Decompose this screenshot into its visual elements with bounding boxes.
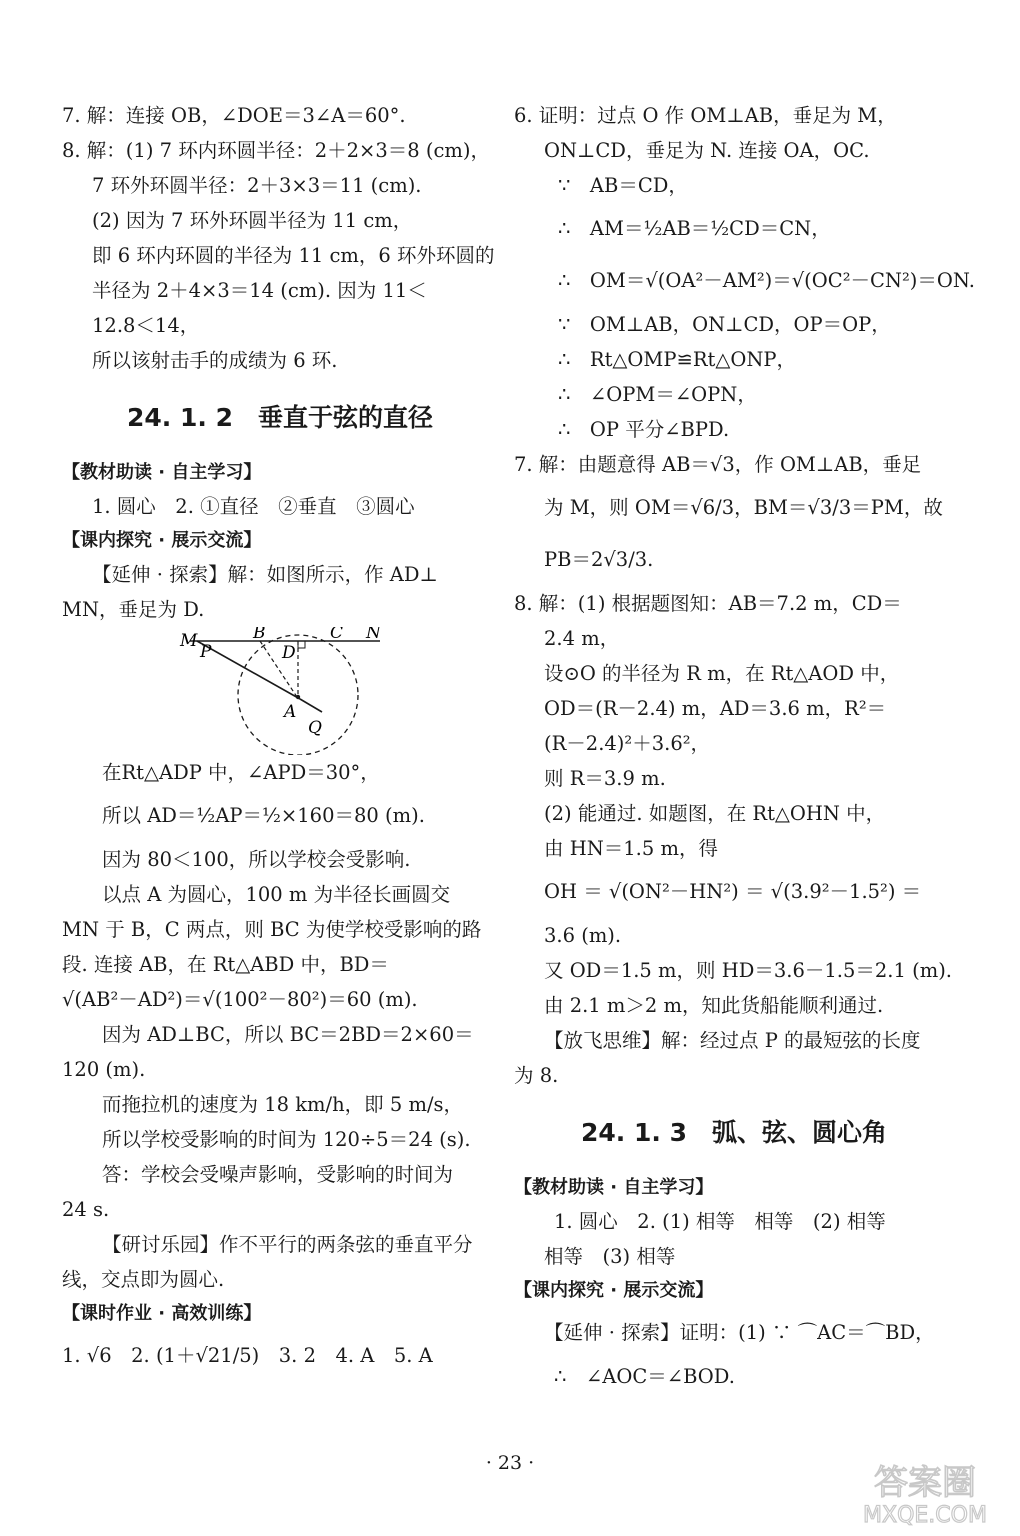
seminar-line-1: 【研讨乐园】作不平行的两条弦的垂直平分 [102,1233,473,1256]
answers-textbook-right-2: 相等 (3) 相等 [544,1245,676,1268]
answer-8-right-line-3: 设⊙O 的半径为 R m，在 Rt△AOD 中， [544,662,900,685]
label-m: M [180,631,198,651]
solution-line-8: 因为 AD⊥BC，所以 BC＝2BD＝2×60＝ [102,1023,474,1046]
label-c: C [330,627,344,643]
answer-8-right-line-5: (R－2.4)²＋3.6²， [544,732,711,755]
answer-7-right-line-3: PB＝2√3/3. [544,548,654,571]
solution-line-4: 以点 A 为圆心，100 m 为半径长画圆交 [102,883,451,906]
proof-6-line-6: ∵ OM⊥AB，ON⊥CD，OP＝OP， [558,313,891,336]
seminar-line-2: 线，交点即为圆心. [62,1268,225,1291]
section-bar-homework: 【课时作业 · 高效训练】 [62,1303,262,1324]
circle-diagram [122,627,422,755]
proof-6-line-4: ∴ AM＝½AB＝½CD＝CN， [558,217,831,240]
answers-textbook: 1. 圆心 2. ①直径 ②垂直 ③圆心 [92,495,415,518]
section-bar-inclass-right: 【课内探究 · 展示交流】 [514,1280,714,1301]
solution-line-10: 而拖拉机的速度为 18 km/h，即 5 m/s， [102,1093,464,1116]
proof-6-line-2: ON⊥CD，垂足为 N. 连接 OA，OC. [544,139,870,162]
solution-line-13: 24 s. [62,1198,110,1221]
watermark-bottom-text: MXQE.COM [863,1503,987,1528]
fly-thinking-line-1: 【放飞思维】解：经过点 P 的最短弦的长度 [544,1029,921,1052]
extension-right-line-2: ∴ ∠AOC＝∠BOD. [554,1365,735,1388]
solution-line-5: MN 于 B，C 两点，则 BC 为使学校受影响的路 [62,918,482,941]
solution-line-9: 120 (m). [62,1058,146,1081]
section-bar-textbook: 【教材助读 · 自主学习】 [62,462,262,483]
answer-8-right-line-9: OH ＝ √(ON²－HN²) ＝ √(3.9²－1.5²) ＝ [544,880,922,903]
solution-line-12: 答：学校会受噪声影响，受影响的时间为 [102,1163,454,1186]
answer-8-right-line-8: 由 HN＝1.5 m，得 [544,837,718,860]
answer-7-line: 7. 解：连接 OB，∠DOE＝3∠A＝60°. [62,104,406,127]
extension-line-2: MN，垂足为 D. [62,598,205,621]
watermark-logo [840,1460,1010,1528]
section-title-24-1-2: 24. 1. 2 垂直于弦的直径 [127,403,433,432]
answer-8-line-4: 即 6 环内环圆的半径为 11 cm，6 环外环圆的 [92,244,495,267]
answer-8-right-line-4: OD＝(R－2.4) m，AD＝3.6 m，R²＝ [544,697,887,720]
proof-6-line-3: ∵ AB＝CD， [558,174,688,197]
answer-7-right-line-2: 为 M，则 OM＝√6/3，BM＝√3/3＝PM，故 [544,496,943,519]
watermark-top-text: 答案圈 [874,1463,976,1503]
answer-8-right-line-11: 又 OD＝1.5 m，则 HD＝3.6－1.5＝2.1 (m). [544,959,952,982]
solution-line-2: 所以 AD＝½AP＝½×160＝80 (m). [102,804,425,827]
section-bar-inclass: 【课内探究 · 展示交流】 [62,530,262,551]
solution-line-3: 因为 80＜100，所以学校会受影响. [102,848,411,871]
right-column [514,98,975,1394]
answer-8-line-5: 半径为 2＋4×3＝14 (cm). 因为 11＜ [92,279,427,302]
answer-8-line-3: (2) 因为 7 环外环圆半径为 11 cm， [92,209,413,232]
solution-line-6: 段. 连接 AB，在 Rt△ABD 中，BD＝ [62,953,389,976]
proof-6-line-7: ∴ Rt△OMP≌Rt△ONP， [558,348,797,371]
answer-8-right-line-6: 则 R＝3.9 m. [544,767,666,790]
proof-6-line-5: ∴ OM＝√(OA²－AM²)＝√(OC²－CN²)＝ON. [558,269,975,292]
geometry-figure [122,627,498,755]
extension-right-line-1: 【延伸 · 探索】证明：(1) ∵ ⌒AC＝⌒BD， [544,1321,935,1344]
proof-6-line-9: ∴ OP 平分∠BPD. [558,418,730,441]
answer-8-right-line-1: 8. 解：(1) 根据题图知：AB＝7.2 m，CD＝ [514,592,902,615]
answer-7-right-line-1: 7. 解：由题意得 AB＝√3，作 OM⊥AB，垂足 [514,453,922,476]
answer-8-line-1: 8. 解：(1) 7 环内环圆半径：2＋2×3＝8 (cm)， [62,139,491,162]
solution-line-7: √(AB²－AD²)＝√(100²－80²)＝60 (m). [62,988,418,1011]
answer-8-right-line-7: (2) 能通过. 如题图，在 Rt△OHN 中， [544,802,886,825]
label-a: A [284,702,297,722]
label-n: N [366,627,381,643]
label-d: D [282,643,296,663]
proof-6-line-8: ∴ ∠OPM＝∠OPN， [558,383,757,406]
solution-line-11: 所以学校受影响的时间为 120÷5＝24 (s). [102,1128,471,1151]
label-p: P [200,642,212,662]
fly-thinking-line-2: 为 8. [514,1064,559,1087]
extension-line-1: 【延伸 · 探索】解：如图所示，作 AD⊥ [92,563,438,586]
proof-6-line-1: 6. 证明：过点 O 作 OM⊥AB，垂足为 M， [514,104,897,127]
left-column [62,98,498,1382]
section-bar-textbook-right: 【教材助读 · 自主学习】 [514,1177,714,1198]
answer-8-right-line-2: 2.4 m， [544,627,620,650]
label-b: B [253,627,266,643]
answer-8-right-line-12: 由 2.1 m＞2 m，知此货船能顺利通过. [544,994,884,1017]
answers-textbook-right-1: 1. 圆心 2. (1) 相等 相等 (2) 相等 [554,1210,886,1233]
label-q: Q [308,718,322,738]
answer-8-line-7: 所以该射击手的成绩为 6 环. [92,349,338,372]
section-title-24-1-3: 24. 1. 3 弧、弦、圆心角 [581,1118,887,1147]
solution-line-1: 在Rt△ADP 中，∠APD＝30°， [102,761,380,784]
answers-homework: 1. √6 2. (1＋√21/5) 3. 2 4. A 5. A [62,1344,433,1367]
answer-8-right-line-10: 3.6 (m). [544,924,622,947]
answer-8-line-6: 12.8＜14， [92,314,200,337]
answer-8-line-2: 7 环外环圆半径：2＋3×3＝11 (cm). [92,174,422,197]
page-number: · 23 · [485,1452,535,1474]
